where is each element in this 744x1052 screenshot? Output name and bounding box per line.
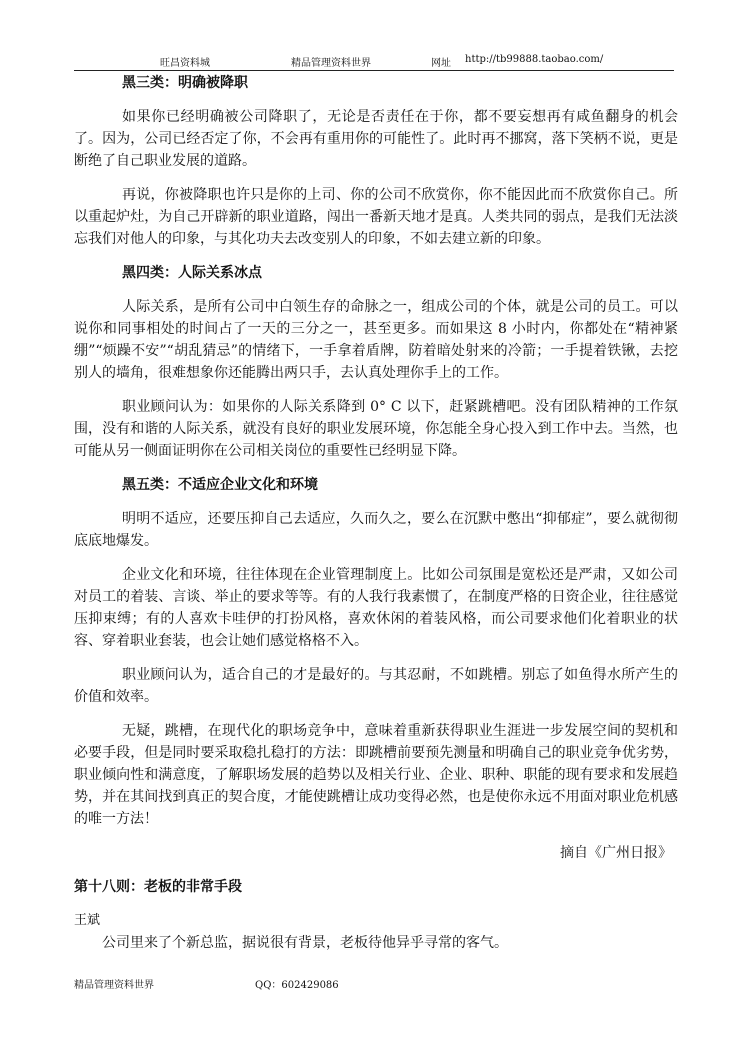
footer-left: 精品管理资料世界 — [74, 980, 154, 991]
header-left: 旺昌资料城 — [160, 58, 210, 69]
paragraph: 职业顾问认为，适合自己的才是最好的。与其忍耐，不如跳槽。别忘了如鱼得水所产生的价值和效率。 — [74, 667, 678, 705]
paragraph: 如果你已经明确被公司降职了，无论是否责任在于你，都不要妄想再有咸鱼翻身的机会了。因为，公司已经否定了你，不会再有重用你的可能性了。此时再不挪窝，落下笑柄不说，更是断绝了自己职业发展的道路。 — [74, 109, 678, 169]
paragraph: 企业文化和环境，往往体现在企业管理制度上。比如公司氛围是宽松还是严肃，又如公司对员工的着装、言谈、举止的要求等等。有的人我行我素惯了，在制度严格的日资企业，往往感觉压抑束缚；有的人喜欢卡哇伊的打扮风格，喜欢休闲的着装风格，而公司要求他们化着职业的状容、穿着职业套装，也会让她们感觉格格不入。 — [74, 567, 678, 649]
paragraph: 无疑，跳槽，在现代化的职场竞争中，意味着重新获得职业生涯进一步发展空间的契机和必要手段，但是同时要采取稳扎稳打的方法：即跳槽前要预先测量和明确自己的职业竞争优劣势，职业倾向性和满意度，了解职场发展的趋势以及相关行业、企业、职种、职能的现有要求和发展趋势，并在其间找到真正的契合度，才能使跳槽让成功变得必然，也是使你永远不用面对职业危机感的唯一方法！ — [74, 723, 678, 827]
page-header — [74, 52, 674, 71]
paragraph: 明明不适应，还要压抑自己去适应，久而久之，要么在沉默中憋出“抑郁症”，要么就彻彻底底地爆发。 — [74, 511, 678, 549]
source-citation: 摘自《广州日报》 — [560, 845, 672, 861]
header-url[interactable]: http://tb99888.taobao.com/ — [465, 54, 604, 65]
footer-qq: QQ：602429086 — [255, 980, 339, 991]
section-heading: 黑三类：明确被降职 — [122, 75, 248, 91]
author-name: 王斌 — [74, 913, 101, 928]
rule-title: 第十八则：老板的非常手段 — [74, 879, 242, 895]
document-body — [74, 72, 678, 954]
section-heading: 黑五类：不适应企业文化和环境 — [122, 477, 318, 493]
paragraph: 公司里来了个新总监，据说很有背景，老板待他异乎寻常的客气。 — [102, 935, 508, 951]
paragraph: 再说，你被降职也许只是你的上司、你的公司不欣赏你，你不能因此而不欣赏你自己。所以重起炉灶，为自己开辟新的职业道路，闯出一番新天地才是真。人类共同的弱点，是我们无法淡忘我们对他人的印象，与其化功夫去改变别人的印象，不如去建立新的印象。 — [74, 187, 678, 247]
section-heading: 黑四类：人际关系冰点 — [122, 265, 262, 281]
paragraph: 人际关系，是所有公司中白领生存的命脉之一，组成公司的个体，就是公司的员工。可以说你和同事相处的时间占了一天的三分之一，甚至更多。而如果这 8 小时内，你都处在“精神紧绷”“烦躁不安”“胡乱猜忌”的情绪下，一手拿着盾牌，防着暗处射来的冷箭；一手提着铁锹，去挖别人的墙角，很难想象你还能腾出两只手，去认真处理你手上的工作。 — [74, 299, 678, 381]
header-url-label: 网址 — [431, 58, 451, 69]
header-center: 精品管理资料世界 — [291, 58, 371, 69]
paragraph: 职业顾问认为：如果你的人际关系降到 0° C 以下，赶紧跳槽吧。没有团队精神的工作氛围，没有和谐的人际关系，就没有良好的职业发展环境，你怎能全身心投入到工作中去。当然，也可能从另一侧面证明你在公司相关岗位的重要性已经明显下降。 — [74, 399, 678, 459]
